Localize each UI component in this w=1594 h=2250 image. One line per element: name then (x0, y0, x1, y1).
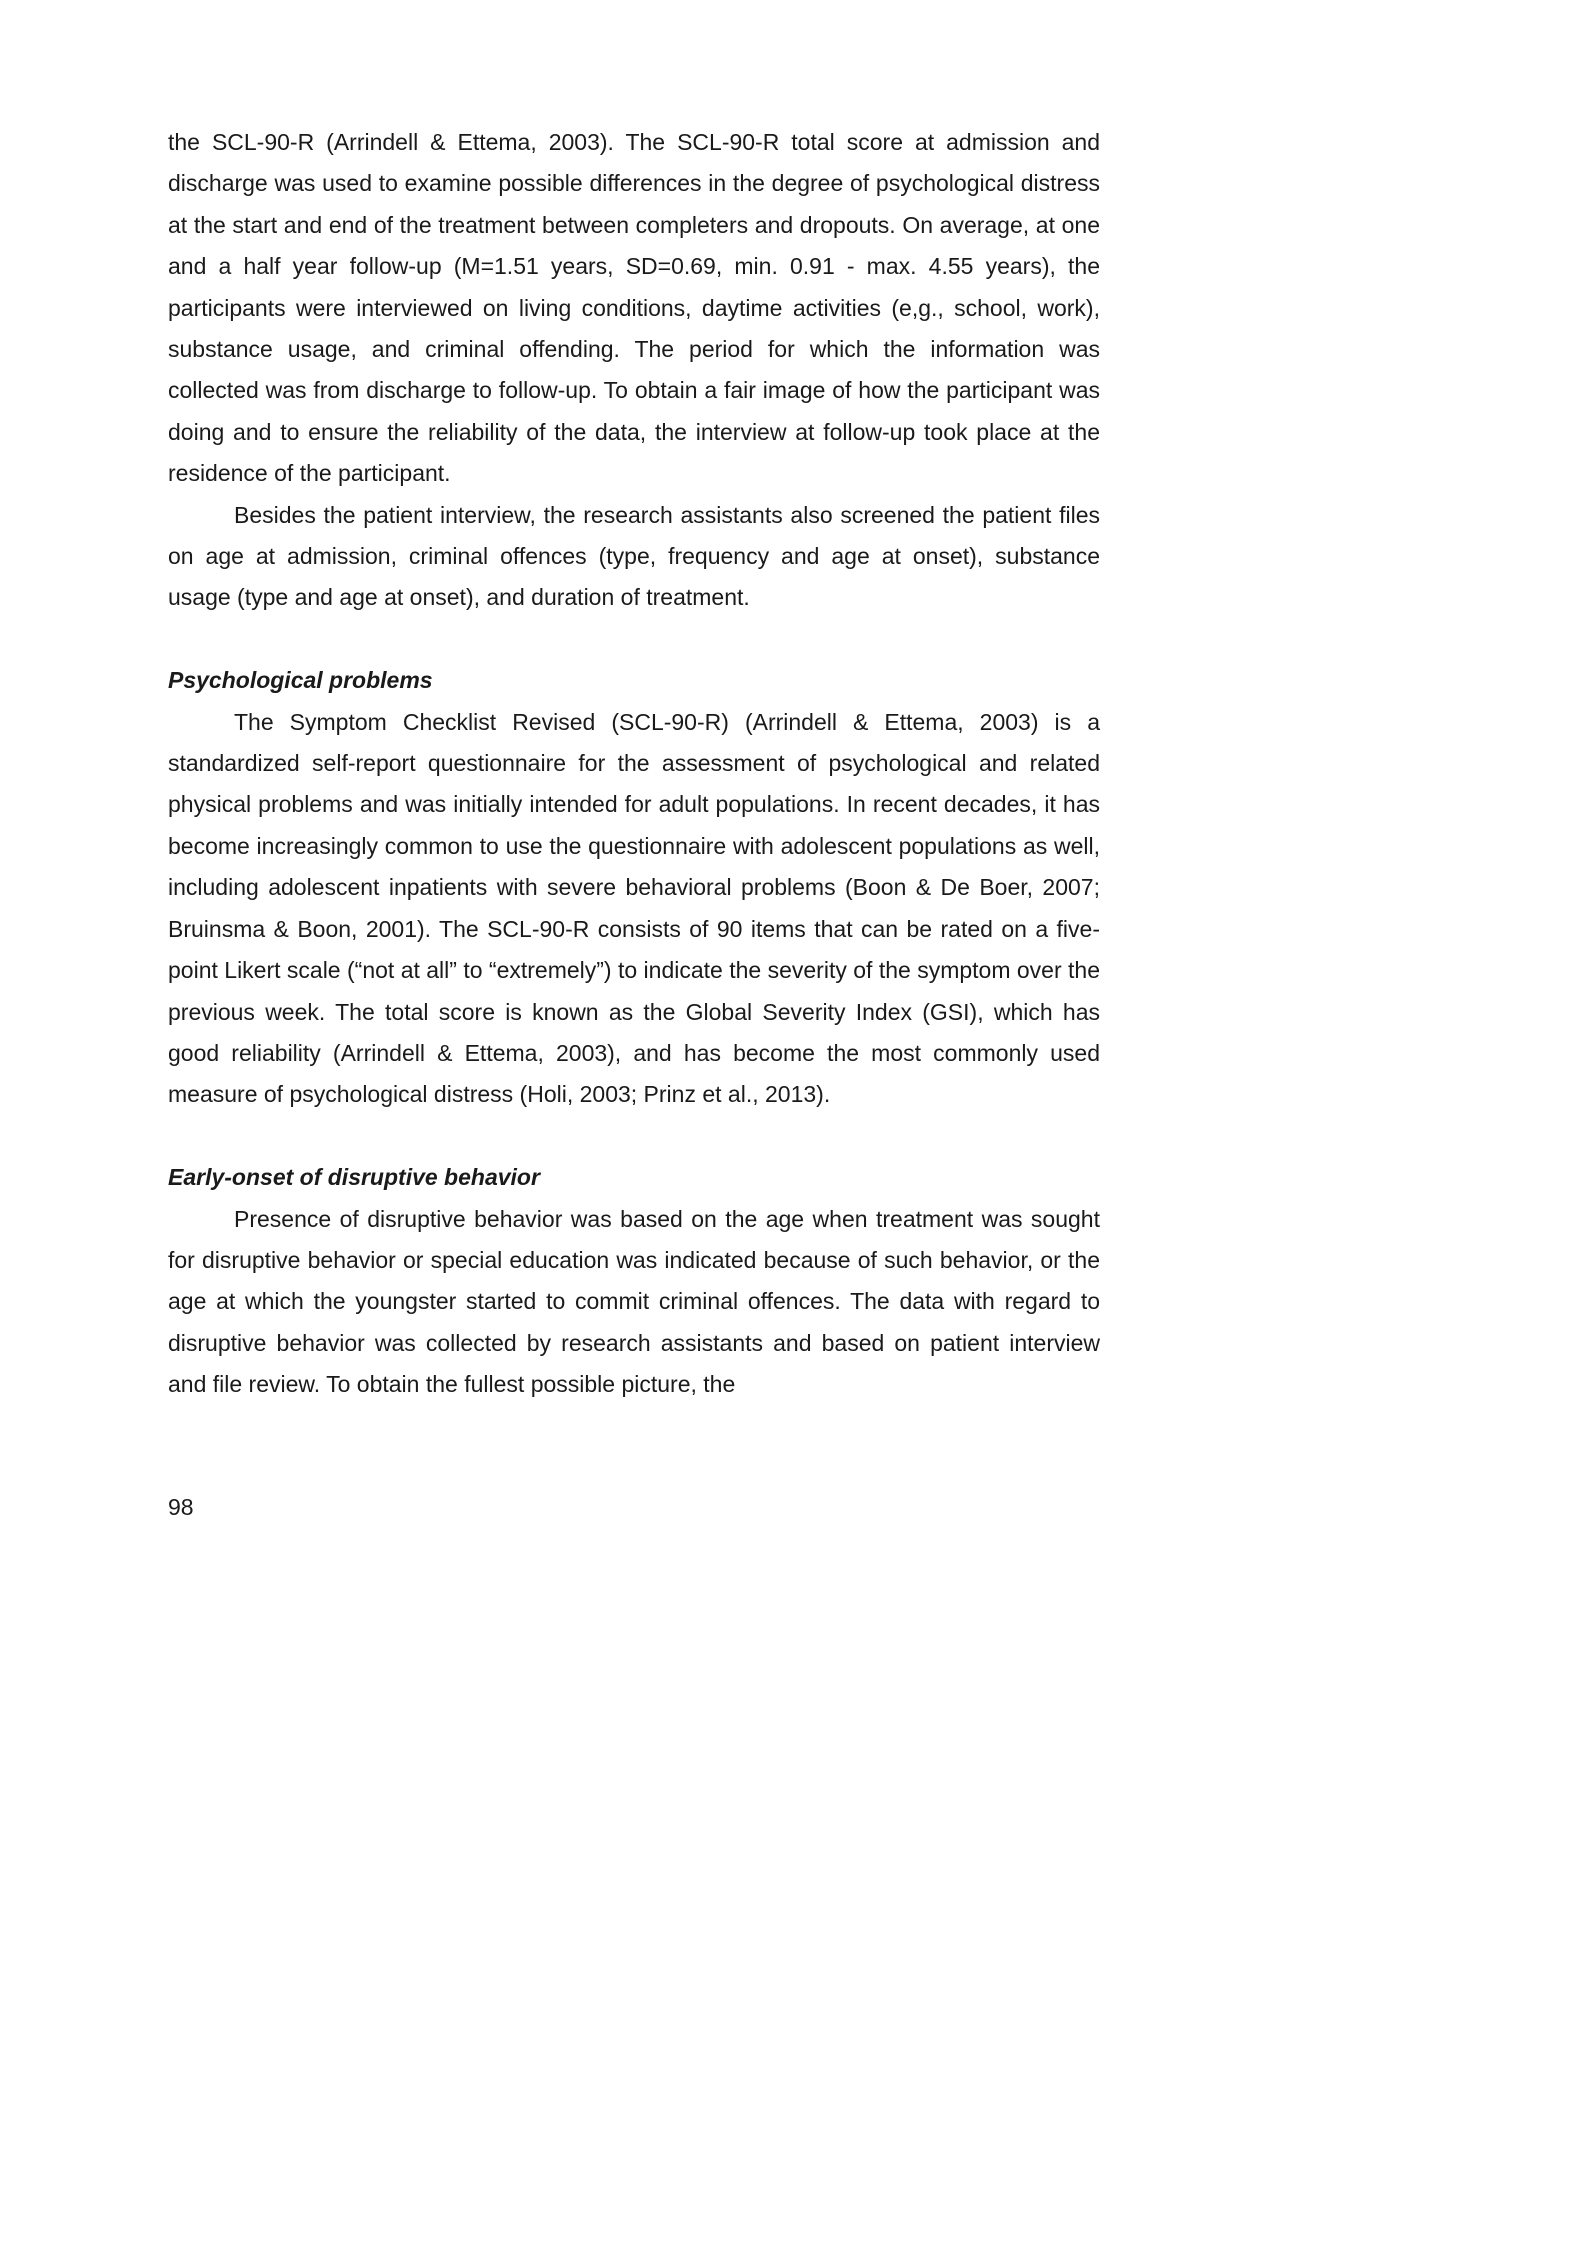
section-heading-psychological-problems: Psychological problems (168, 667, 433, 694)
text-column (168, 122, 1100, 1406)
section-heading-early-onset-disruptive-behavior: Early-onset of disruptive behavior (168, 1164, 540, 1191)
paragraph-scl90r: The Symptom Checklist Revised (SCL-90-R) (Arrindell & Ettema, 2003) is a standardized self-report questionnaire for the assessment of psychological and related physical problems and was initially intended for adult populations. In recent decades, it has become increasingly common to use the questionnaire with adolescent populations as well, including adolescent inpatients with severe behavioral problems (Boon & De Boer, 2007; Bruinsma & Boon, 2001). The SCL-90-R consists of 90 items that can be rated on a five-point Likert scale (“not at all” to “extremely”) to indicate the severity of the symptom over the previous week. The total score is known as the Global Severity Index (GSI), which has good reliability (Arrindell & Ettema, 2003), and has become the most commonly used measure of psychological distress (Holi, 2003; Prinz et al., 2013). (168, 708, 1100, 1108)
paragraph-patient-files: Besides the patient interview, the research assistants also screened the patient files on age at admission, criminal offences (type, frequency and age at onset), substance usage (type and age at onset), and duration of treatment. (168, 501, 1100, 611)
paragraph-disruptive-behavior: Presence of disruptive behavior was based on the age when treatment was sought for disruptive behavior or special education was indicated because of such behavior, or the age at which the youngster started to commit criminal offences. The data with regard to disruptive behavior was collected by research assistants and based on patient interview and file review. To obtain the fullest possible picture, the (168, 1205, 1100, 1398)
paragraph-continuation: the SCL-90-R (Arrindell & Ettema, 2003). The SCL-90-R total score at admission and discharge was used to examine possible differences in the degree of psychological distress at the start and end of the treatment between completers and dropouts. On average, at one and a half year follow-up (M=1.51 years, SD=0.69, min. 0.91 - max. 4.55 years), the participants were interviewed on living conditions, daytime activities (e,g., school, work), substance usage, and criminal offending. The period for which the information was collected was from discharge to follow-up. To obtain a fair image of how the participant was doing and to ensure the reliability of the data, the interview at follow-up took place at the residence of the participant. (168, 129, 1100, 487)
page-number: 98 (168, 1494, 194, 1520)
